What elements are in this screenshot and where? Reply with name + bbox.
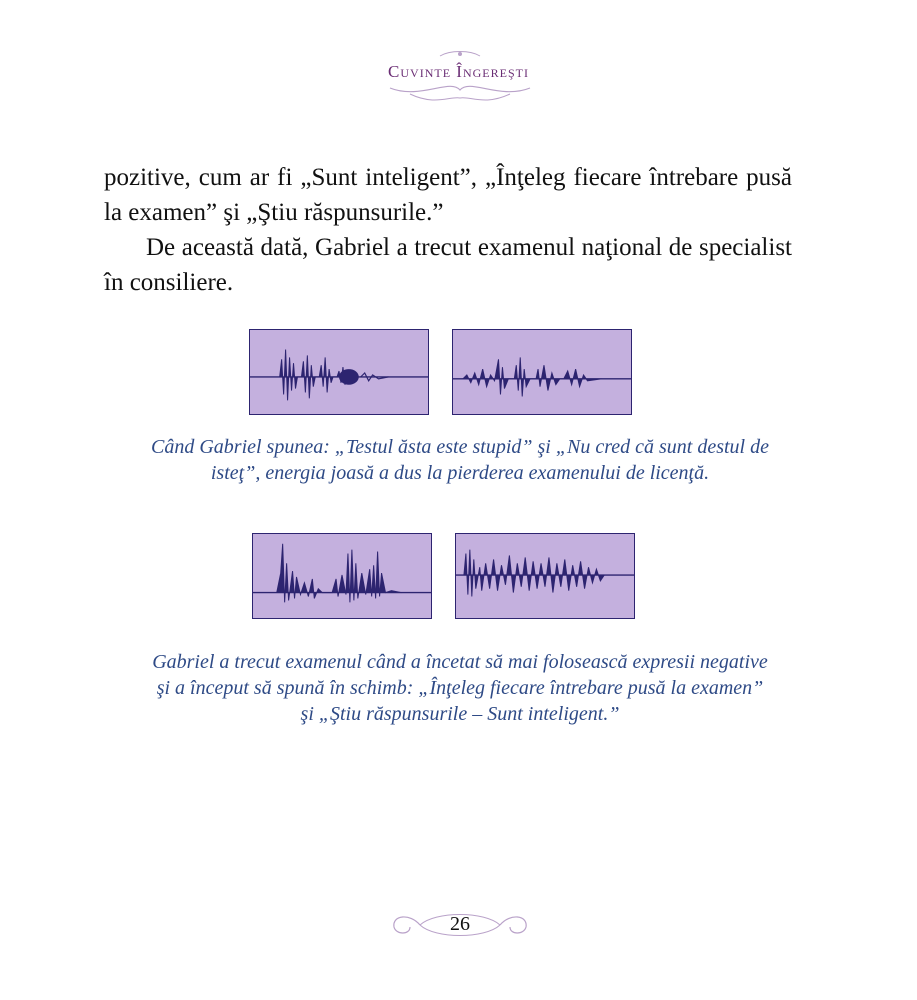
waveform-image [455,533,635,619]
body-paragraph: De această dată, Gabriel a trecut examenul naţional de specialist în consiliere. [104,234,792,296]
running-header [0,48,917,108]
waveform-image [252,533,432,619]
book-title: Cuvinte Îngereşti [388,62,529,81]
waveform-image [249,329,429,415]
page-footer [380,905,540,945]
figure-caption: Gabriel a trecut examenul când a încetat să mai folosească expresii negative şi a început să spună în schimb: „Înţeleg fiecare întrebare pusă la examen” şi „Ştiu răspunsurile – Sunt inteligent.” [152,651,768,725]
waveform-image [452,329,632,415]
body-paragraph: pozitive, cum ar fi „Sunt inteligent”, „Înţeleg fiecare întrebare pusă la examen” şi „Ştiu răspunsurile.” [104,164,792,226]
figure-caption: Când Gabriel spunea: „Testul ăsta este stupid” şi „Nu cred că sunt destul de isteţ”, energia joasă a dus la pierderea examenului de licenţă. [151,436,769,484]
page-number: 26 [450,913,470,935]
